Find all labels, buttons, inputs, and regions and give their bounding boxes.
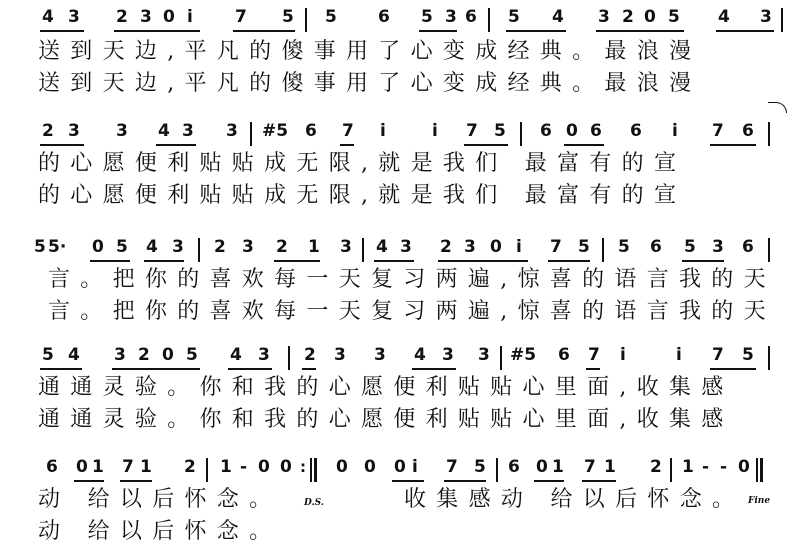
note: 0 (490, 237, 502, 257)
lyric-line-1: 的心愿便利贴贴成无限,就是我们 最富有的宣 (38, 151, 687, 176)
note: 5 (42, 345, 54, 365)
note: 3 (442, 345, 454, 365)
note: 5 (684, 237, 696, 257)
note: 7 (550, 237, 562, 257)
note: 2 (304, 345, 316, 365)
note: 3 (116, 121, 128, 141)
note: 3 (374, 345, 386, 365)
beam (392, 480, 424, 482)
beam (374, 260, 414, 262)
note: 0 (258, 457, 270, 477)
note: 5 (742, 345, 754, 365)
note: 3 (464, 237, 476, 257)
note: 2 (276, 237, 288, 257)
beam (438, 260, 528, 262)
beam (233, 30, 295, 32)
barline (305, 8, 307, 32)
note: 3 (242, 237, 254, 257)
note: 5 (618, 237, 630, 257)
beam (74, 480, 104, 482)
note: 6 (742, 237, 754, 257)
note: 5 (116, 237, 128, 257)
note: i (412, 457, 418, 477)
lyric-line-2: 言。把你的喜欢每一天复习两遍,惊喜的语言我的天 (48, 299, 776, 324)
beam (464, 144, 508, 146)
barline (670, 458, 672, 482)
note: 6 (305, 121, 317, 141)
note: 7 (712, 345, 724, 365)
note: 7 (466, 121, 478, 141)
lyric-line-1: 通通灵验。你和我的心愿便利贴贴心里面,收集感 (38, 375, 734, 400)
beam (40, 144, 84, 146)
note: 4 (68, 345, 80, 365)
beam (120, 480, 152, 482)
note: 7 (122, 457, 134, 477)
lyric-line-1: 送到天边,平凡的傻事用了心变成经典。最浪漫 (38, 39, 702, 64)
note: 7 (446, 457, 458, 477)
notation-line (0, 236, 798, 266)
note: i (672, 121, 678, 141)
note: 0 (738, 457, 750, 477)
note: 7 (342, 121, 354, 141)
note: 5 (508, 7, 520, 27)
note: 0 (394, 457, 406, 477)
barline (496, 458, 498, 482)
barline (362, 238, 364, 262)
note: 7 (584, 457, 596, 477)
beam (302, 368, 316, 370)
barline (602, 238, 604, 262)
beam (534, 480, 564, 482)
beam (596, 30, 684, 32)
barline (756, 458, 758, 482)
note: 3 (340, 237, 352, 257)
note: 7 (235, 7, 247, 27)
note: 6 (650, 237, 662, 257)
barline (310, 458, 312, 482)
note: 1 (220, 457, 232, 477)
note: 5· (48, 237, 67, 257)
note: 5 (578, 237, 590, 257)
note: 5 (186, 345, 198, 365)
notation-line (0, 344, 798, 374)
note: 3 (140, 7, 152, 27)
beam (582, 480, 616, 482)
beam (710, 144, 756, 146)
beam (112, 368, 200, 370)
note: 3 (334, 345, 346, 365)
lyric-line-2: 的心愿便利贴贴成无限,就是我们 最富有的宣 (38, 183, 687, 208)
note: 6 (742, 121, 754, 141)
note: 3 (400, 237, 412, 257)
note: 3 (114, 345, 126, 365)
beam (114, 30, 200, 32)
note: 1 (604, 457, 616, 477)
note: 5 (421, 7, 433, 27)
note: - (240, 457, 248, 477)
note: 3 (760, 7, 772, 27)
beam (40, 368, 82, 370)
note: 1 (140, 457, 152, 477)
note: 6 (465, 7, 477, 27)
beam (444, 480, 486, 482)
lyric-line-1-continued: 收集感动 给以后怀念。 (404, 487, 745, 512)
note: 3 (68, 121, 80, 141)
note: 7 (588, 345, 600, 365)
barline (768, 346, 770, 370)
beam (506, 30, 566, 32)
note: 2 (650, 457, 662, 477)
lyric-line-2: 送到天边,平凡的傻事用了心变成经典。最浪漫 (38, 71, 702, 96)
barline (760, 458, 763, 482)
note: 4 (158, 121, 170, 141)
note: 4 (42, 7, 54, 27)
lyric-line-2: 通通灵验。你和我的心愿便利贴贴心里面,收集感 (38, 407, 734, 432)
note: i (187, 7, 193, 27)
note: 0 (280, 457, 292, 477)
barline (198, 238, 200, 262)
note: 3 (445, 7, 457, 27)
note: 2 (116, 7, 128, 27)
barline (314, 458, 317, 482)
note: 0 (336, 457, 348, 477)
beam (564, 144, 604, 146)
note: 4 (230, 345, 242, 365)
barline (768, 238, 770, 262)
note: 5 (282, 7, 294, 27)
note: - (720, 457, 728, 477)
note: 6 (378, 7, 390, 27)
note: 3 (172, 237, 184, 257)
note: 6 (590, 121, 602, 141)
barline (488, 8, 490, 32)
note: 5 (474, 457, 486, 477)
note: i (516, 237, 522, 257)
note: i (432, 121, 438, 141)
lyric-line-2: 动 给以后怀念。 (38, 519, 282, 544)
note: 6 (558, 345, 570, 365)
note: 3 (226, 121, 238, 141)
note: 2 (42, 121, 54, 141)
note: 1 (682, 457, 694, 477)
notation-line (0, 120, 798, 150)
beam (340, 144, 354, 146)
beam (586, 368, 600, 370)
beam (90, 260, 130, 262)
beam (228, 368, 272, 370)
note: 2 (138, 345, 150, 365)
note: i (620, 345, 626, 365)
beam (716, 30, 774, 32)
note: 2 (440, 237, 452, 257)
note: 2 (184, 457, 196, 477)
beam (144, 260, 184, 262)
note: 2 (214, 237, 226, 257)
barline (206, 458, 208, 482)
barline (500, 346, 502, 370)
note: i (380, 121, 386, 141)
note: 0 (92, 237, 104, 257)
lyric-line-1: 动 给以后怀念。 (38, 487, 282, 512)
beam (419, 30, 457, 32)
beam (40, 30, 84, 32)
beam (156, 144, 196, 146)
note: 1 (552, 457, 564, 477)
note: 6 (630, 121, 642, 141)
notation-line (0, 456, 798, 486)
note: 3 (258, 345, 270, 365)
note: 3 (598, 7, 610, 27)
note: 0 (163, 7, 175, 27)
barline (250, 122, 252, 146)
note: 4 (146, 237, 158, 257)
note: 0 (162, 345, 174, 365)
tie-arc (768, 102, 787, 113)
note: 0 (364, 457, 376, 477)
beam (548, 260, 590, 262)
note: 5 (34, 237, 46, 257)
note: 3 (182, 121, 194, 141)
note: 5 (325, 7, 337, 27)
note: 0 (536, 457, 548, 477)
note: 3 (68, 7, 80, 27)
repeat-sign: : (300, 458, 306, 476)
note: 3 (478, 345, 490, 365)
note: i (676, 345, 682, 365)
beam (710, 368, 756, 370)
note: 4 (376, 237, 388, 257)
note: 6 (540, 121, 552, 141)
ds-marking: D.S. (304, 498, 324, 508)
note: 4 (552, 7, 564, 27)
note: 0 (644, 7, 656, 27)
note: 6 (46, 457, 58, 477)
note: 6 (508, 457, 520, 477)
beam (274, 260, 320, 262)
beam (412, 368, 456, 370)
note: - (702, 457, 710, 477)
note: 5 (668, 7, 680, 27)
barline (288, 346, 290, 370)
barline (781, 8, 783, 32)
note: 4 (414, 345, 426, 365)
barline (520, 122, 522, 146)
lyric-line-1: 言。把你的喜欢每一天复习两遍,惊喜的语言我的天 (48, 267, 776, 292)
notation-line (0, 6, 798, 36)
note: #5 (262, 121, 289, 141)
note: 4 (718, 7, 730, 27)
note: 7 (712, 121, 724, 141)
note: 1 (92, 457, 104, 477)
note: #5 (510, 345, 537, 365)
fine-marking: Fine (748, 496, 771, 506)
note: 5 (494, 121, 506, 141)
note: 1 (308, 237, 320, 257)
note: 0 (566, 121, 578, 141)
note: 3 (712, 237, 724, 257)
barline (768, 122, 770, 146)
note: 0 (76, 457, 88, 477)
note: 2 (622, 7, 634, 27)
beam (682, 260, 724, 262)
